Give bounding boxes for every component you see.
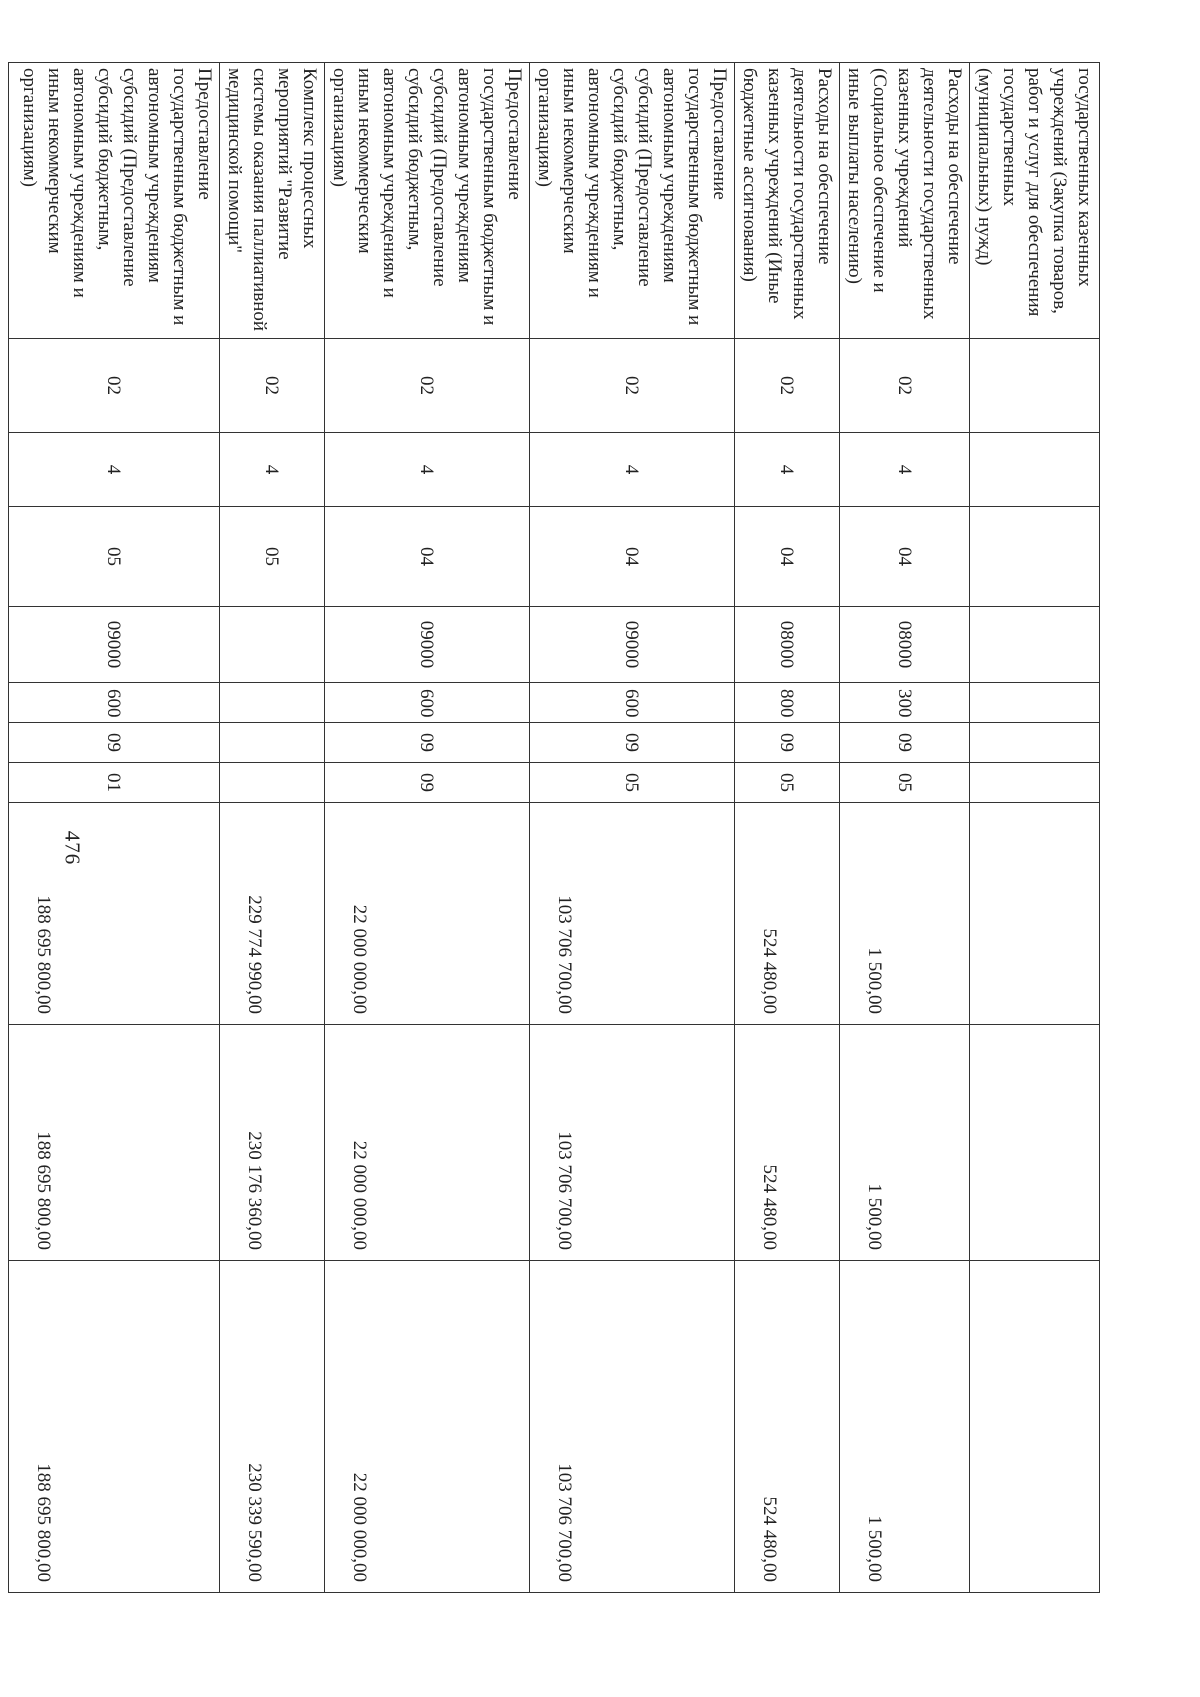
row-name: Комплекс процессных мероприятий "Развитие системы оказания паллиативной медицинской помощи" (220, 63, 325, 339)
cell-amount-2 (970, 1025, 1100, 1261)
cell-code-5: 600 (9, 683, 220, 723)
cell-amount-3: 524 480,00 (735, 1261, 840, 1593)
cell-amount-3: 230 339 590,00 (220, 1261, 325, 1593)
table-row (530, 63, 735, 1593)
cell-code-4: 09000 (325, 607, 530, 683)
cell-amount-3: 103 706 700,00 (530, 1261, 735, 1593)
page-number: 476 (60, 830, 85, 866)
table-row (220, 63, 325, 1593)
row-name: Предоставление государственным бюджетным и автономным учреждениям субсидий (Предоставление субсидий бюджетным, автономным учреждениям и иным некоммерческим организациям) (530, 63, 735, 339)
cell-code-2 (970, 433, 1100, 507)
cell-amount-2: 103 706 700,00 (530, 1025, 735, 1261)
cell-code-1: 02 (840, 339, 970, 433)
row-name: государственных казенных учреждений (Закупка товаров, работ и услуг для обеспечения государственных (муниципальных) нужд) (970, 63, 1100, 339)
cell-code-1: 02 (325, 339, 530, 433)
cell-code-5: 300 (840, 683, 970, 723)
cell-code-5 (970, 683, 1100, 723)
cell-code-1: 02 (530, 339, 735, 433)
cell-amount-1: 188 695 800,00 (9, 803, 220, 1025)
cell-code-6: 09 (325, 723, 530, 763)
row-name: Предоставление государственным бюджетным и автономным учреждениям субсидий (Предоставление субсидий бюджетным, автономным учреждениям и иным некоммерческим организациям) (325, 63, 530, 339)
cell-code-1: 02 (220, 339, 325, 433)
row-name: Расходы на обеспечение деятельности государственных казенных учреждений (Иные бюджетные ассигнования) (735, 63, 840, 339)
cell-amount-2: 22 000 000,00 (325, 1025, 530, 1261)
table-row (970, 63, 1100, 1593)
cell-amount-2: 524 480,00 (735, 1025, 840, 1261)
cell-code-4 (220, 607, 325, 683)
cell-code-6 (220, 723, 325, 763)
cell-amount-3: 188 695 800,00 (9, 1261, 220, 1593)
row-name: Предоставление государственным бюджетным и автономным учреждениям субсидий (Предоставление субсидий бюджетным, автономным учреждениям и иным некоммерческим организациям) (9, 63, 220, 339)
cell-amount-3: 1 500,00 (840, 1261, 970, 1593)
cell-code-5: 600 (530, 683, 735, 723)
cell-code-4: 08000 (840, 607, 970, 683)
cell-code-1: 02 (9, 339, 220, 433)
cell-code-3: 05 (220, 507, 325, 607)
cell-code-2: 4 (325, 433, 530, 507)
cell-code-5: 800 (735, 683, 840, 723)
cell-code-3: 05 (9, 507, 220, 607)
cell-code-7: 05 (840, 763, 970, 803)
cell-code-3 (970, 507, 1100, 607)
cell-code-2: 4 (9, 433, 220, 507)
cell-code-7: 05 (530, 763, 735, 803)
cell-code-4 (970, 607, 1100, 683)
cell-amount-3: 22 000 000,00 (325, 1261, 530, 1593)
cell-code-3: 04 (325, 507, 530, 607)
cell-code-4: 09000 (530, 607, 735, 683)
table-row (325, 63, 530, 1593)
cell-amount-2: 230 176 360,00 (220, 1025, 325, 1261)
cell-code-6 (970, 723, 1100, 763)
cell-code-2: 4 (530, 433, 735, 507)
cell-code-1: 02 (735, 339, 840, 433)
cell-code-3: 04 (840, 507, 970, 607)
cell-code-5 (220, 683, 325, 723)
cell-amount-3 (970, 1261, 1100, 1593)
cell-code-2: 4 (735, 433, 840, 507)
cell-code-6: 09 (840, 723, 970, 763)
cell-code-7 (220, 763, 325, 803)
cell-amount-1: 524 480,00 (735, 803, 840, 1025)
cell-code-4: 08000 (735, 607, 840, 683)
cell-code-3: 04 (530, 507, 735, 607)
cell-code-2: 4 (220, 433, 325, 507)
budget-table (8, 62, 1100, 1593)
cell-code-7 (970, 763, 1100, 803)
cell-amount-2: 188 695 800,00 (9, 1025, 220, 1261)
cell-code-3: 04 (735, 507, 840, 607)
cell-amount-1: 22 000 000,00 (325, 803, 530, 1025)
row-name: Расходы на обеспечение деятельности государственных казенных учреждений (Социальное обеспечение и иные выплаты населению) (840, 63, 970, 339)
cell-code-7: 09 (325, 763, 530, 803)
cell-amount-1 (970, 803, 1100, 1025)
cell-amount-1: 103 706 700,00 (530, 803, 735, 1025)
cell-code-6: 09 (530, 723, 735, 763)
cell-code-6: 09 (9, 723, 220, 763)
table-row (840, 63, 970, 1593)
cell-code-5: 600 (325, 683, 530, 723)
cell-code-1 (970, 339, 1100, 433)
cell-code-4: 09000 (9, 607, 220, 683)
table-row (9, 63, 220, 1593)
cell-amount-1: 1 500,00 (840, 803, 970, 1025)
cell-code-7: 05 (735, 763, 840, 803)
cell-code-7: 01 (9, 763, 220, 803)
cell-amount-1: 229 774 990,00 (220, 803, 325, 1025)
cell-code-6: 09 (735, 723, 840, 763)
table-row (735, 63, 840, 1593)
cell-amount-2: 1 500,00 (840, 1025, 970, 1261)
cell-code-2: 4 (840, 433, 970, 507)
